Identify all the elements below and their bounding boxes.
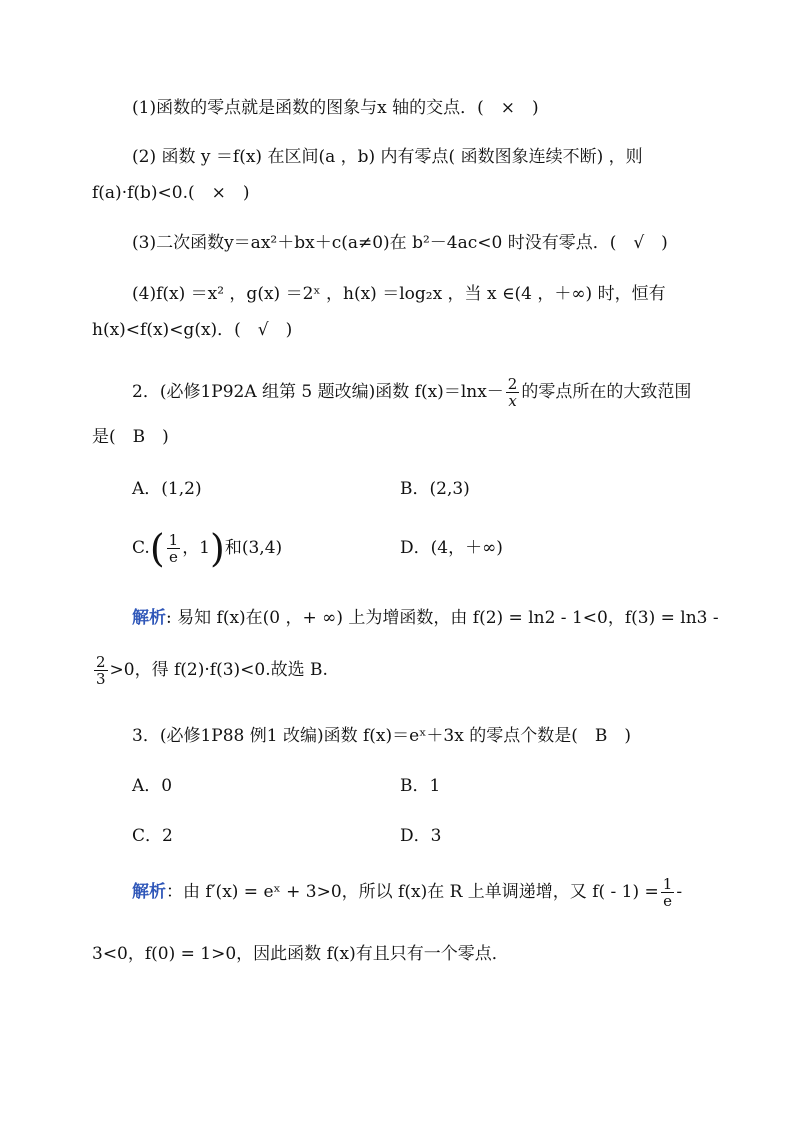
judgement-3: (3)二次函数y＝ax²＋bx＋c(a≠0)在 b²－4ac<0 时没有零点．( √ ) <box>132 233 668 253</box>
option-c-label: C. <box>132 538 150 558</box>
question-2-fraction <box>506 376 520 409</box>
fraction-numerator: 2 <box>507 375 518 393</box>
solution-label: 解析 <box>132 608 166 628</box>
fraction-denominator: 3 <box>96 670 106 688</box>
solution-fraction <box>94 654 108 687</box>
question-2-stem <box>132 370 691 414</box>
left-paren-icon: ( <box>149 526 165 571</box>
solution-text: ：由 f′(x) = eˣ + 3>0，所以 f(x)在 R 上单调递增，又 f( - 1) = <box>166 882 659 902</box>
question-3-solution-line2: 3<0，f(0) = 1>0，因此函数 f(x)有且只有一个零点． <box>92 944 509 964</box>
option-c-suffix: 和(3,4) <box>224 538 283 558</box>
question-2-option-d: D．(4，＋∞) <box>400 538 503 558</box>
option-c-fraction <box>167 532 181 565</box>
fraction-denominator: e <box>663 892 673 910</box>
right-paren-icon: ) <box>210 526 225 571</box>
judgement-2-line2: f(a)·f(b)<0.( × ) <box>92 183 250 203</box>
judgement-4-line2: h(x)<f(x)<g(x)．( √ ) <box>92 320 293 340</box>
question-2-answer: 是( B ) <box>92 427 169 447</box>
question-2-stem-suffix: 的零点所在的大致范围 <box>521 382 692 402</box>
fraction-numerator: 1 <box>662 875 673 893</box>
question-3-option-b: B．1 <box>400 776 441 796</box>
solution-label: 解析 <box>132 882 166 902</box>
judgement-4-line1: (4)f(x) ＝x² ，g(x) ＝2ˣ ，h(x) ＝log₂x ，当 x ∈(4 ，＋∞) 时，恒有 <box>132 284 666 304</box>
fraction-denominator: x <box>508 392 517 410</box>
question-2-stem-prefix: 2．(必修1P92A 组第 5 题改编)函数 f(x)＝lnx－ <box>132 382 504 402</box>
judgement-2-line1: (2) 函数 y ＝f(x) 在区间(a ，b) 内有零点( 函数图象连续不断) ，则 <box>132 147 643 167</box>
solution-fraction <box>661 876 675 909</box>
question-3-option-a: A．0 <box>132 776 173 796</box>
question-2-solution-line2 <box>92 648 328 692</box>
option-c-mid: ，1 <box>182 538 211 558</box>
solution-text: : 易知 f(x)在(0 ，+ ∞) 上为增函数，由 f(2) = ln2 - 1<0，f(3) = ln3 - <box>166 608 719 628</box>
fraction-numerator: 2 <box>96 653 106 671</box>
question-3-option-c: C．2 <box>132 826 173 846</box>
question-2-option-b: B．(2,3) <box>400 479 470 499</box>
judgement-1: (1)函数的零点就是函数的图象与x 轴的交点．( × ) <box>132 98 539 118</box>
question-3-stem: 3．(必修1P88 例1 改编)函数 f(x)＝eˣ＋3x 的零点个数是( B ) <box>132 726 631 746</box>
solution-text: >0，得 f(2)·f(3)<0.故选 B. <box>109 660 328 680</box>
question-2-option-c <box>132 526 282 570</box>
fraction-denominator: e <box>168 548 178 566</box>
question-2-solution-line1 <box>132 607 719 629</box>
question-2-option-a: A．(1,2) <box>132 479 202 499</box>
solution-text-tail: - <box>676 882 683 902</box>
fraction-numerator: 1 <box>168 531 179 549</box>
question-3-option-d: D．3 <box>400 826 442 846</box>
question-3-solution-line1 <box>132 870 682 914</box>
